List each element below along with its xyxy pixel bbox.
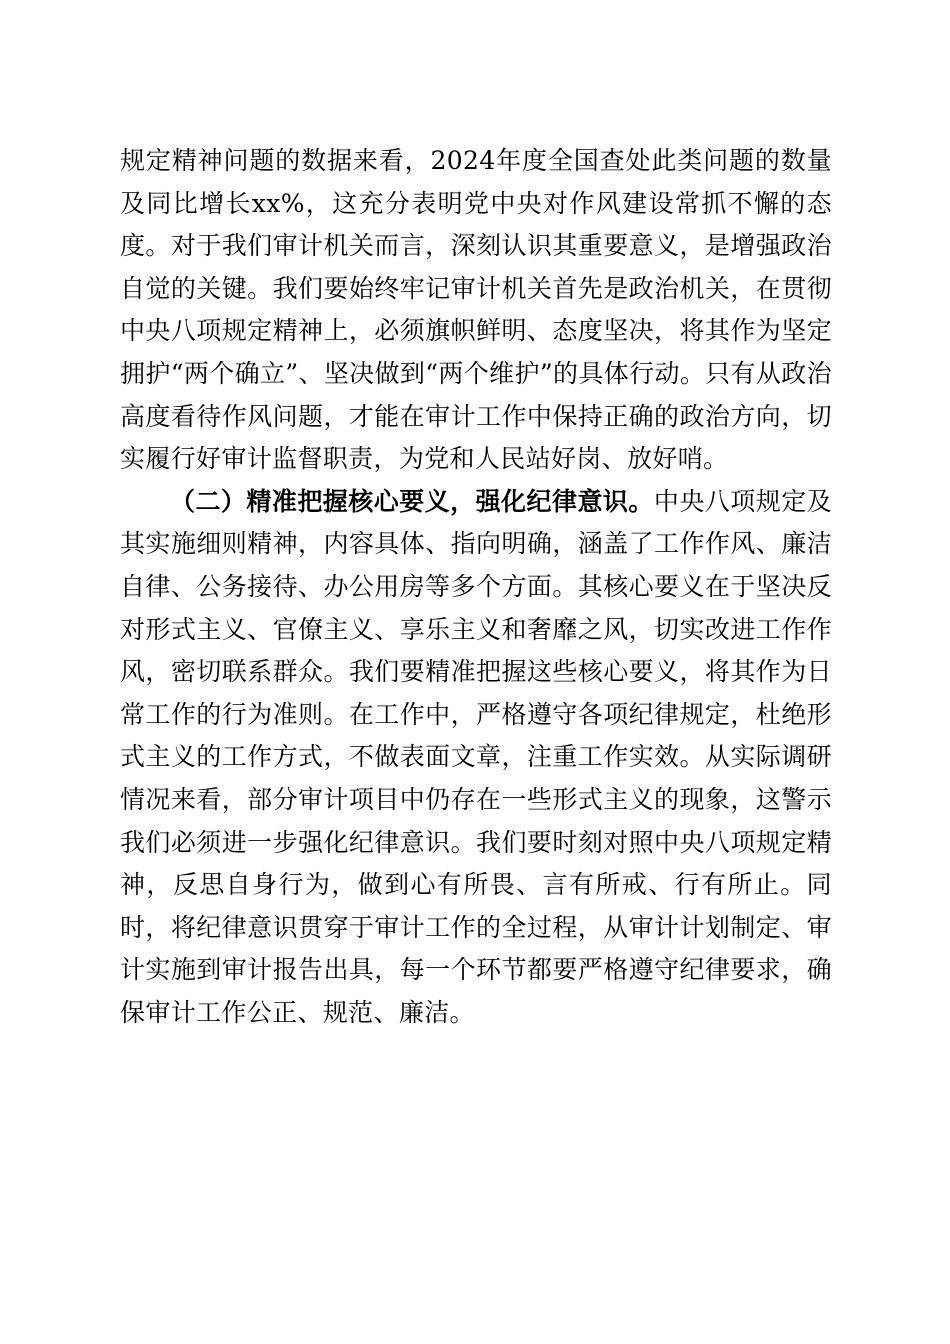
paragraph-continuation: 规定精神问题的数据来看，2024年度全国查处此类问题的数量及同比增长xx%，这充分表明党中央对作风建设常抓不懈的态度。对于我们审计机关而言，深刻认识其重要意义，是增强政治自觉的关键。我们要始终牢记审计机关首先是政治机关，在贯彻中央八项规定精神上，必须旗帜鲜明、态度坚决，将其作为坚定拥护“两个确立”、坚决做到“两个维护”的具体行动。只有从政治高度看待作风问题，才能在审计工作中保持正确的政治方向，切实履行好审计监督职责，为党和人民站好岗、放好哨。 — [120, 146, 832, 474]
section-body-text: 中央八项规定及其实施细则精神，内容具体、指向明确，涵盖了工作作风、廉洁自律、公务接待、办公用房等多个方面。其核心要义在于坚决反对形式主义、官僚主义、享乐主义和奢靡之风，切实改进工作作风，密切联系群众。我们要精准把握这些核心要义，将其作为日常工作的行为准则。在工作中，严格遵守各项纪律规定，杜绝形式主义的工作方式，不做表面文章，注重工作实效。从实际调研情况来看，部分审计项目中仍存在一些形式主义的现象，这警示我们必须进一步强化纪律意识。我们要时刻对照中央八项规定精神，反思自身行为，做到心有所畏、言有所戒、行有所止。同时，将纪律意识贯穿于审计工作的全过程，从审计计划制定、审计实施到审计报告出具，每一个环节都要严格遵守纪律要求，确保审计工作公正、规范、廉洁。 — [120, 486, 833, 1027]
section-heading: （二）精准把握核心要义，强化纪律意识。 — [170, 486, 654, 516]
document-body — [120, 140, 832, 1034]
paragraph-section-two — [120, 481, 832, 1035]
